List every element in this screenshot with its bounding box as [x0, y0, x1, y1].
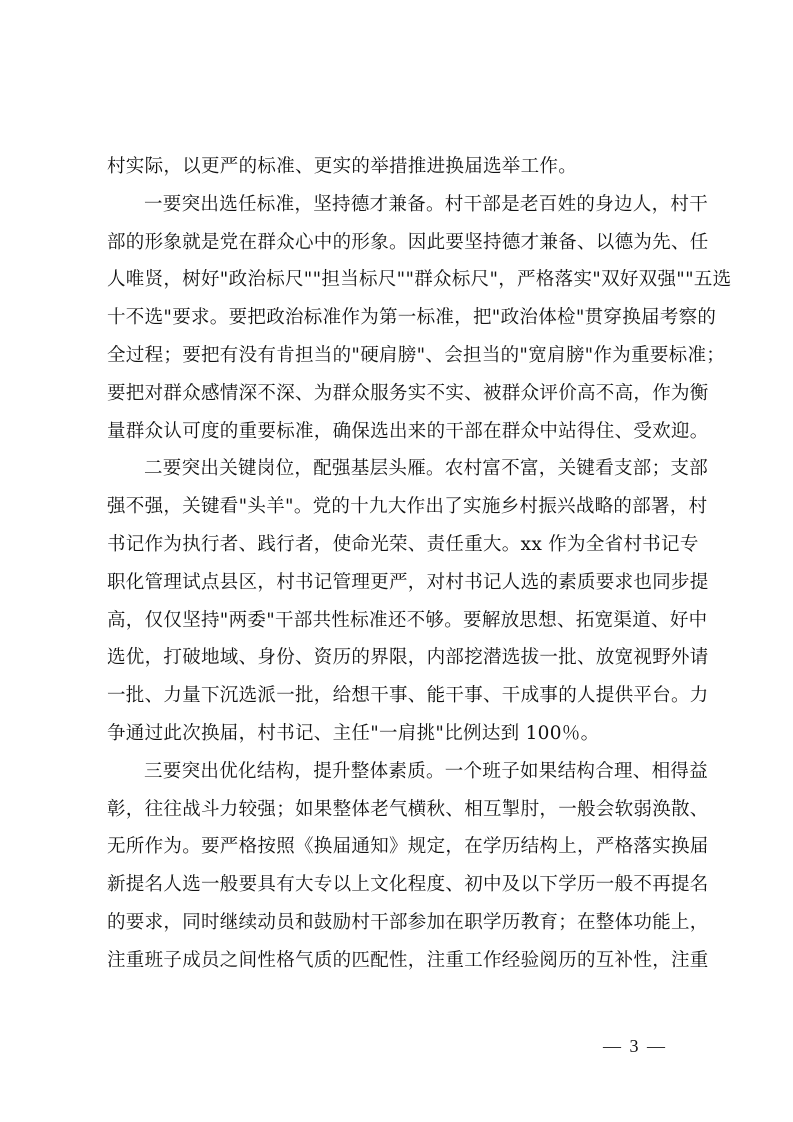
paragraph-line: 部的形象就是党在群众心中的形象。因此要坚持德才兼备、以德为先、任: [107, 231, 709, 253]
paragraph-line: 村实际，以更严的标准、更实的举措推进换届选举工作。: [107, 156, 578, 177]
paragraph-line: 无所作为。要严格按照《换届通知》规定，在学历结构上，严格落实换届: [107, 836, 709, 858]
paragraph-line: 选优，打破地域、身份、资历的界限，内部挖潜选拔一批、放宽视野外请: [107, 647, 709, 669]
paragraph-line: 高，仅仅坚持"两委"干部共性标准还不够。要解放思想、拓宽渠道、好中: [107, 609, 708, 631]
page-number: — 3 —: [603, 1036, 667, 1056]
paragraph-line: 书记作为执行者、践行者，使命光荣、责任重大。xx 作为全省村书记专: [107, 533, 699, 555]
paragraph-line: 争通过此次换届，村书记、主任"一肩挑"比例达到 100％。: [107, 722, 600, 744]
document-body: [107, 148, 732, 980]
paragraph-line: 的要求，同时继续动员和鼓励村干部参加在职学历教育；在整体功能上，: [107, 911, 709, 933]
paragraph-line: 一要突出选任标准，坚持德才兼备。村干部是老百姓的身边人，村干: [144, 193, 709, 215]
paragraph-line: 职化管理试点县区，村书记管理更严，对村书记人选的素质要求也同步提: [107, 571, 709, 593]
paragraph-line: 彰，往往战斗力较强；如果整体老气横秋、相互掣肘，一般会软弱涣散、: [107, 798, 709, 820]
paragraph-line: 人唯贤，树好"政治标尺""担当标尺""群众标尺"，严格落实"双好双强""五选: [107, 269, 732, 291]
paragraph-line: 量群众认可度的重要标准，确保选出来的干部在群众中站得住、受欢迎。: [107, 420, 709, 442]
paragraph-line: 要把对群众感情深不深、为群众服务实不实、被群众评价高不高，作为衡: [107, 382, 709, 404]
paragraph-line: 注重班子成员之间性格气质的匹配性，注重工作经验阅历的互补性，注重: [107, 949, 709, 971]
paragraph-line: 二要突出关键岗位，配强基层头雁。农村富不富，关键看支部；支部: [144, 458, 709, 480]
paragraph-line: 一批、力量下沉选派一批，给想干事、能干事、干成事的人提供平台。力: [107, 685, 709, 707]
paragraph-line: 全过程；要把有没有肯担当的"硬肩膀"、会担当的"宽肩膀"作为重要标准；: [107, 344, 726, 366]
paragraph-line: 强不强，关键看"头羊"。党的十九大作出了实施乡村振兴战略的部署，村: [107, 496, 708, 518]
paragraph-line: 十不选"要求。要把政治标准作为第一标准，把"政治体检"贯穿换届考察的: [107, 307, 717, 329]
paragraph-line: 三要突出优化结构，提升整体素质。一个班子如果结构合理、相得益: [144, 760, 709, 782]
paragraph-line: 新提名人选一般要具有大专以上文化程度、初中及以下学历一般不再提名: [107, 874, 709, 896]
